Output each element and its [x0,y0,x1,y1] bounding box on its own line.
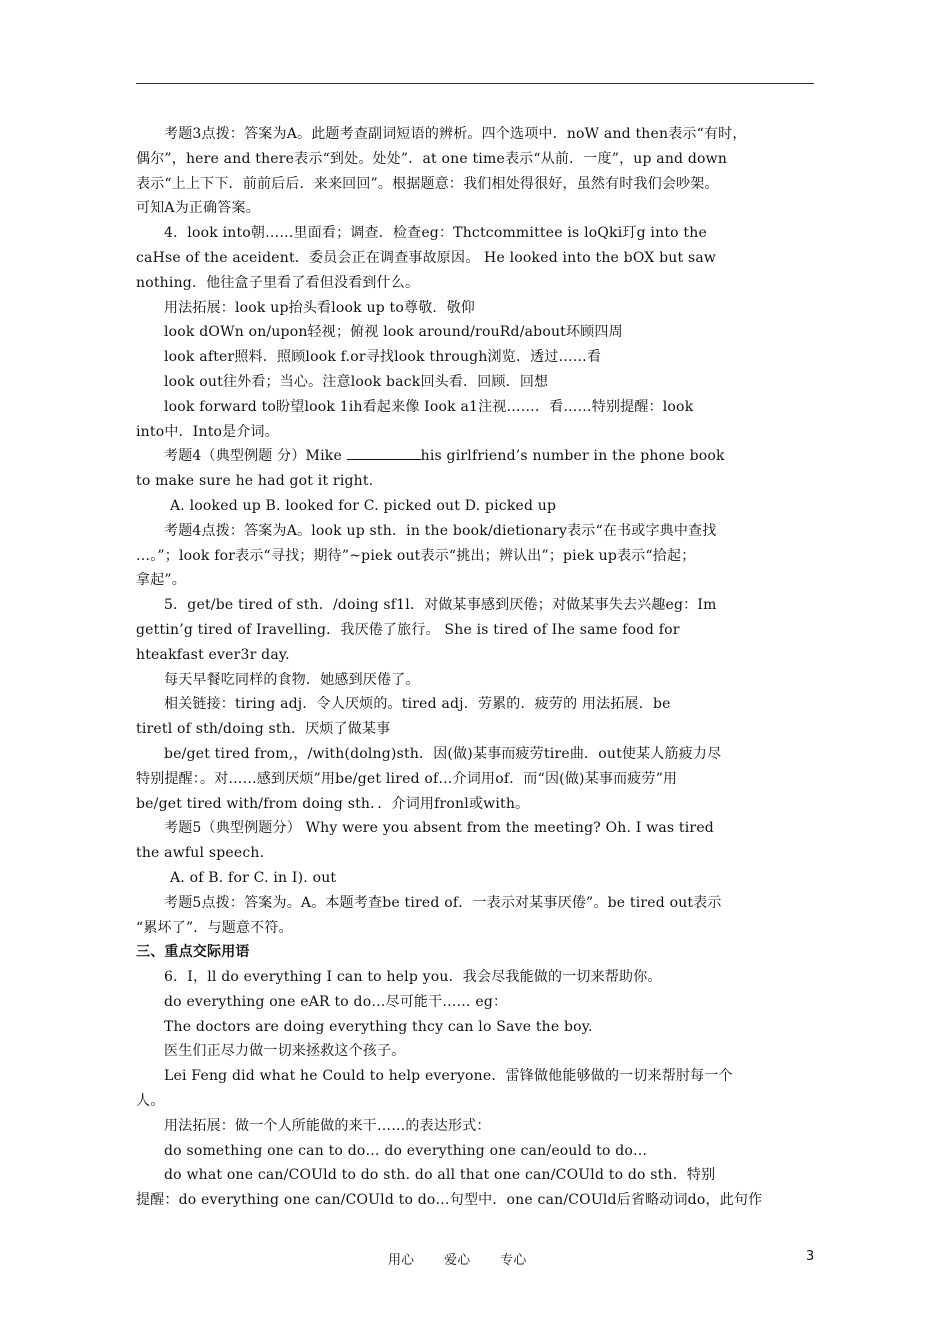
text-line [136,196,814,221]
line-text: to make sure he had got it right. [136,473,374,490]
text-line [136,544,814,569]
line-text: 用法拓展：look up抬头看look up to尊敬．敬仰 [164,299,475,316]
line-text: 每天早餐吃同样的食物．她感到厌倦了。 [164,671,420,688]
line-text: the awful speech. [136,845,265,862]
text-line [136,420,814,445]
section-heading [136,940,814,965]
line-text: look after照料．照顾look f.or寻找look through浏览．透过……看 [164,349,602,366]
text-line [136,1139,814,1164]
text-line [136,965,814,990]
line-text: 考题5（典型例题分） Why were you absent from the meeting? Oh. I was tired [164,820,714,837]
text-line [136,668,814,693]
text-line [136,271,814,296]
text-line [136,296,814,321]
text-line [136,221,814,246]
footer-motto: 用心 爱心 专心 [388,1253,527,1268]
text-line [136,643,814,668]
text-line [136,1039,814,1064]
line-text: The doctors are doing everything thcy can lo Save the boy. [164,1018,593,1035]
line-text: look dOWn on/upon轻视；俯视 look around/rouRd/about环顾四周 [164,324,623,341]
line-text: 5．get/be tired of sth．/doing sf1l．对做某事感到厌倦；对做某事失去兴趣eg：Im [164,597,717,614]
text-line [136,1015,814,1040]
line-text: do something one can to do… do everything one can/eould to do… [164,1142,648,1159]
text-line [136,122,814,147]
text-line [136,792,814,817]
line-text: 医生们正尽力做一切来拯救这个孩子。 [164,1043,406,1060]
line-text: Lei Feng did what he Could to help everyone．雷锋做他能够做的一切来帮肘每一个 [164,1068,733,1085]
line-text: 考题5点拨：答案为。A。本题考查be tired of．一表示对某事厌倦”。be tired out表示 [164,894,722,911]
text-line [136,1064,814,1089]
line-text: 相关链接：tiring adj．令人厌烦的。tired adj．劳累的．疲劳的 用法拓展．be [164,696,671,713]
text-line [136,345,814,370]
line-text: 可知A为正确答案。 [136,200,260,217]
text-line [136,618,814,643]
page-footer [0,1249,950,1269]
line-text: 用法拓展：做一个人所能做的来干……的表达形式： [164,1117,491,1134]
text-line [136,469,814,494]
line-text: gettin’g tired of Iravelling．我厌倦了旅行。 She is tired of Ihe same food for [136,621,680,638]
page-number: 3 [806,1249,815,1264]
line-text: look out往外看；当心。注意look back回头看．回顾．回想 [164,373,549,390]
line-text: 考题3点拨：答案为A。此题考查副词短语的辨析。四个选项中．noW and then表示“有时， [164,126,747,142]
line-text: A. of B. for C. in I). out [170,869,337,886]
text-line [136,1114,814,1139]
line-text: 拿起”。 [136,572,186,589]
line-text: do everything one eAR to do…尽可能干…… eg： [164,993,508,1010]
line-text: into中．Into是介词。 [136,423,279,440]
text-line [136,692,814,717]
text-line [136,494,814,519]
line-text: be/get tired with/from doing sth．．介词用fronl或with。 [136,795,530,812]
line-text: 6．I，ll do everything I can to help you．我会尽我能做的一切来帮助你。 [164,969,662,986]
text-line [136,370,814,395]
text-line [136,172,814,197]
line-text: tiretl of sth/doing sth．厌烦了做某事 [136,721,391,738]
line-text: look forward to盼望look 1ih看起来像 Iook a1注视……．看……特别提醒：look [164,398,694,415]
text-line [136,593,814,618]
line-text: nothing．他往盒子里看了看但没看到什么。 [136,274,420,291]
line-text: be/get tired from,，/with(dolng)sth．因(做)某事而疲劳tire曲．out使某人筋疲力尽 [164,745,722,762]
line-text: 表示“上上下下．前前后后．来来回回”。根据题意：我们相处得很好，虽然有时我们会吵架。 [136,175,719,192]
text-line [136,841,814,866]
text-line [136,990,814,1015]
line-text: 特别提醒：。对……感到厌烦”用be/get lired of…介词用of．而“因(做)某事而疲劳”用 [136,770,678,787]
line-text: caHse of the aceident．委员会正在调查事故原因。 He looked into the bOX but saw [136,249,717,266]
text-line [136,767,814,792]
body-text [136,122,814,1213]
line-text-after-blank: his girlfriend’s number in the phone book [420,448,725,465]
text-line [136,1188,814,1213]
header-rule [136,83,814,84]
line-text: “累坏了”．与题意不符。 [136,919,293,936]
line-text: do what one can/COUld to do sth. do all that one can/COUld to do sth．特别 [164,1167,716,1184]
text-line [136,246,814,271]
text-line [136,444,814,469]
text-line [136,1089,814,1114]
text-line [136,395,814,420]
text-line [136,147,814,172]
answer-blank [347,445,421,460]
text-line [136,717,814,742]
text-line [136,816,814,841]
text-line [136,742,814,767]
text-line [136,916,814,941]
text-line [136,1163,814,1188]
line-text: 考题4点拨：答案为A。look up sth．in the book/dietionary表示“在书或字典中查找 [164,522,717,539]
text-line [136,320,814,345]
text-line [136,568,814,593]
line-text: hteakfast ever3r day. [136,646,290,663]
line-text: …。”；look for表示“寻找；期待”~piek out表示“挑出；辨认出”；piek up表示“拾起； [136,547,696,564]
line-text: 人。 [136,1093,165,1110]
text-line [136,519,814,544]
line-text: 提醒：do everything one can/COUld to do…句型中．one can/COUld后省略动词do，此句作 [136,1192,763,1209]
line-text: 考题4（典型例题 分）Mike [164,448,342,465]
text-line [136,866,814,891]
line-text: 偶尔”，here and there表示“到处。处处”．at one time表示“从前．一度”，up and down [136,150,728,167]
text-line [136,891,814,916]
line-text: A. looked up B. looked for C. picked out D. picked up [170,497,557,514]
line-text: 4．look into朝……里面看；调查．检查eg：Thctcommittee is loQki玎g into the [164,225,707,242]
line-text: 三、重点交际用语 [136,944,250,961]
